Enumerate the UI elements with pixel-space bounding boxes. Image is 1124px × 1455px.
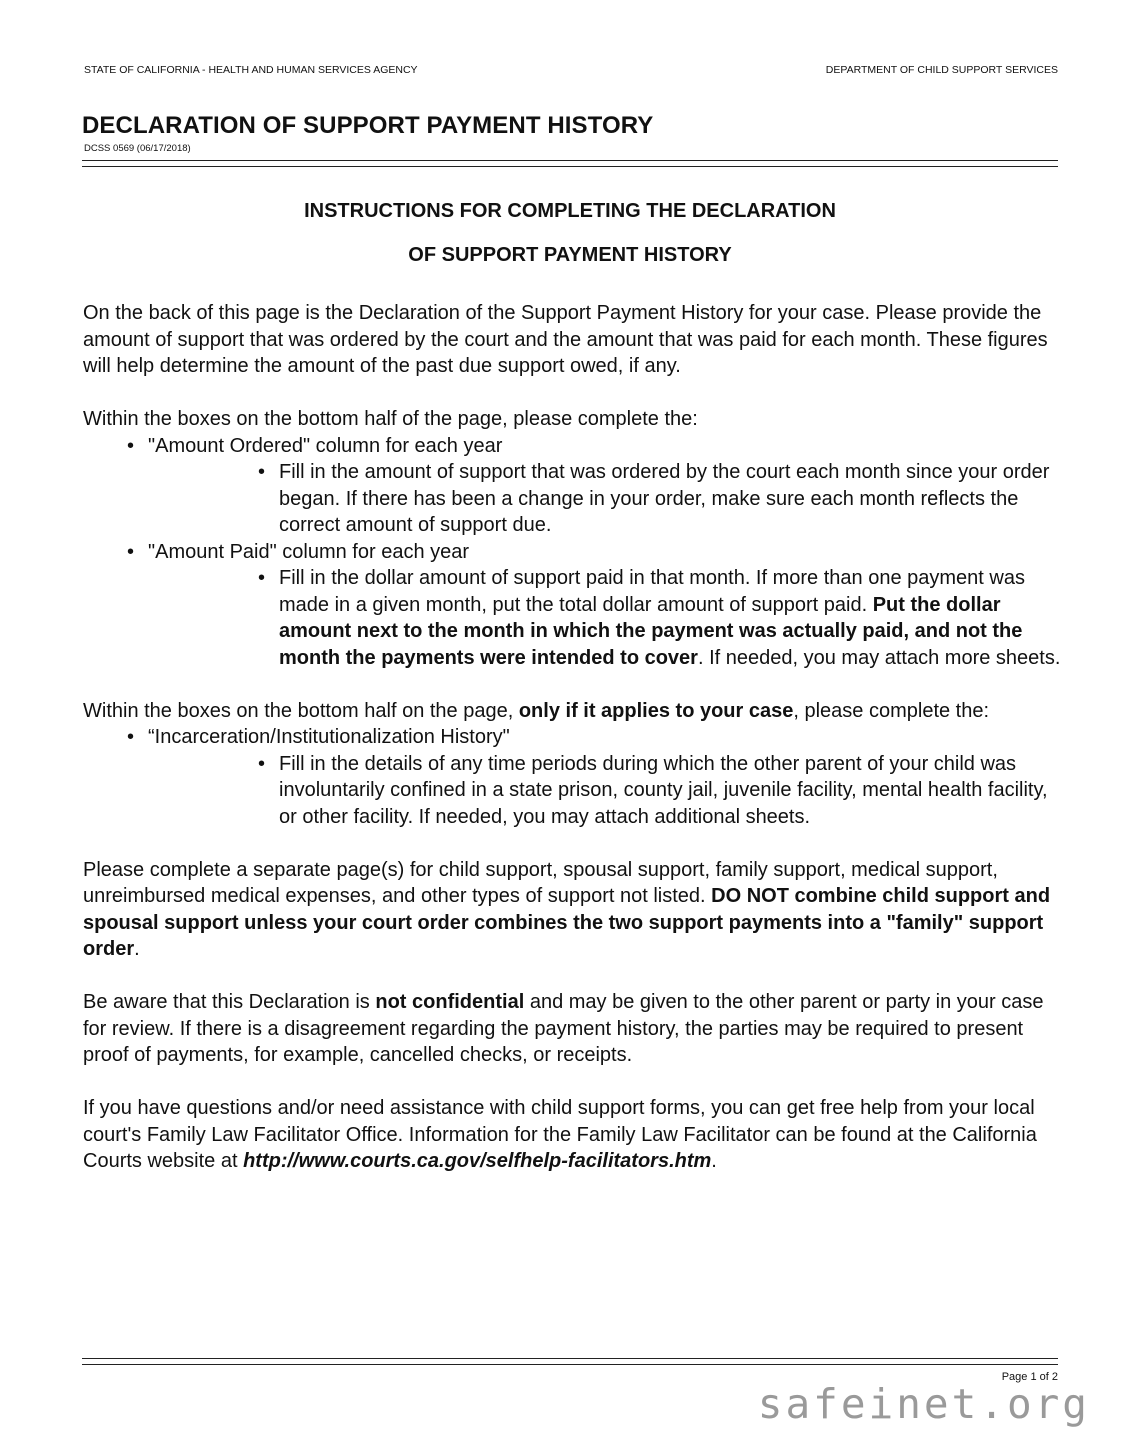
list-subitem-amount-paid: • Fill in the dollar amount of support paid in that month. If more than one payment was made in a given month, put the total dollar amount of support paid. Put the dollar amount next to the month in which the payment was actually paid, and not the month the payments were intended to cover. If needed, you may attach more sheets.	[148, 565, 1063, 671]
section-amounts-list	[83, 433, 1063, 672]
separate-pages-paragraph: Please complete a separate page(s) for child support, spousal support, family support, medical support, unreimbursed medical expenses, and other types of support not listed. DO NOT combine child support and spousal support unless your court order combines the two support payments into a "family" support order.	[83, 858, 1051, 960]
page-number: Page 1 of 2	[1001, 1371, 1058, 1383]
help-paragraph: If you have questions and/or need assistance with child support forms, you can get free help from your local court's Family Law Facilitator Office. Information for the Family Law Facilitator can be found at the California Courts website at http://www.courts.ca.gov/selfhelp-facilitators.htm.	[83, 1097, 1037, 1172]
section-amounts	[83, 406, 1063, 671]
list-subitem-incarceration: • Fill in the details of any time periods during which the other parent of your child was involuntarily confined in a state prison, county jail, juvenile facility, mental health facility, or other facility. If needed, you may attach additional sheets.	[148, 751, 1063, 831]
form-id: DCSS 0569 (06/17/2018)	[84, 143, 191, 154]
section-incarceration-lead: Within the boxes on the bottom half on the page, only if it applies to your case, please complete the:	[83, 699, 990, 722]
form-title: DECLARATION OF SUPPORT PAYMENT HISTORY	[82, 112, 654, 139]
list-item-amount-paid: • "Amount Paid" column for each year • Fill in the dollar amount of support paid in that month. If more than one payment was made in a given month, put the total dollar amount of support paid. Put the dollar amount next to the month in which the payment was actually paid, and not the month the payments were intended to cover. If needed, you may attach more sheets.	[83, 539, 1063, 672]
section-amounts-lead: Within the boxes on the bottom half of the page, please complete the:	[83, 408, 698, 430]
facilitator-link[interactable]: http://www.courts.ca.gov/selfhelp-facilitators.htm	[243, 1150, 712, 1172]
footer-divider	[82, 1358, 1058, 1365]
list-subitem-amount-ordered: • Fill in the amount of support that was ordered by the court each month since your order began. If there has been a change in your order, make sure each month reflects the correct amount of support due.	[148, 459, 1063, 539]
list-item-amount-ordered: • "Amount Ordered" column for each year • Fill in the amount of support that was ordered by the court each month since your order began. If there has been a change in your order, make sure each month reflects the correct amount of support due.	[83, 433, 1063, 539]
agency-header: STATE OF CALIFORNIA - HEALTH AND HUMAN SERVICES AGENCY	[84, 64, 418, 76]
instructions-title-line2: OF SUPPORT PAYMENT HISTORY	[408, 244, 732, 266]
header-divider	[82, 160, 1058, 167]
confidentiality-paragraph: Be aware that this Declaration is not confidential and may be given to the other parent or party in your case for review. If there is a disagreement regarding the payment history, the parties may be required to present proof of payments, for example, cancelled checks, or receipts.	[83, 991, 1044, 1066]
instructions-title-line1: INSTRUCTIONS FOR COMPLETING THE DECLARATION	[304, 200, 836, 222]
section-incarceration-list	[83, 724, 1063, 830]
department-header: DEPARTMENT OF CHILD SUPPORT SERVICES	[825, 64, 1058, 76]
section-incarceration	[83, 698, 1063, 831]
intro-paragraph: On the back of this page is the Declaration of the Support Payment History for your case. Please provide the amount of support that was ordered by the court and the amount that was paid for each month. These figures will help determine the amount of the past due support owed, if any.	[83, 302, 1048, 377]
list-item-incarceration: • “Incarceration/Institutionalization History" • Fill in the details of any time periods during which the other parent of your child was involuntarily confined in a state prison, county jail, juvenile facility, mental health facility, or other facility. If needed, you may attach additional sheets.	[83, 724, 1063, 830]
watermark: safeinet.org	[757, 1380, 1090, 1428]
instructions-body	[83, 300, 1063, 1201]
